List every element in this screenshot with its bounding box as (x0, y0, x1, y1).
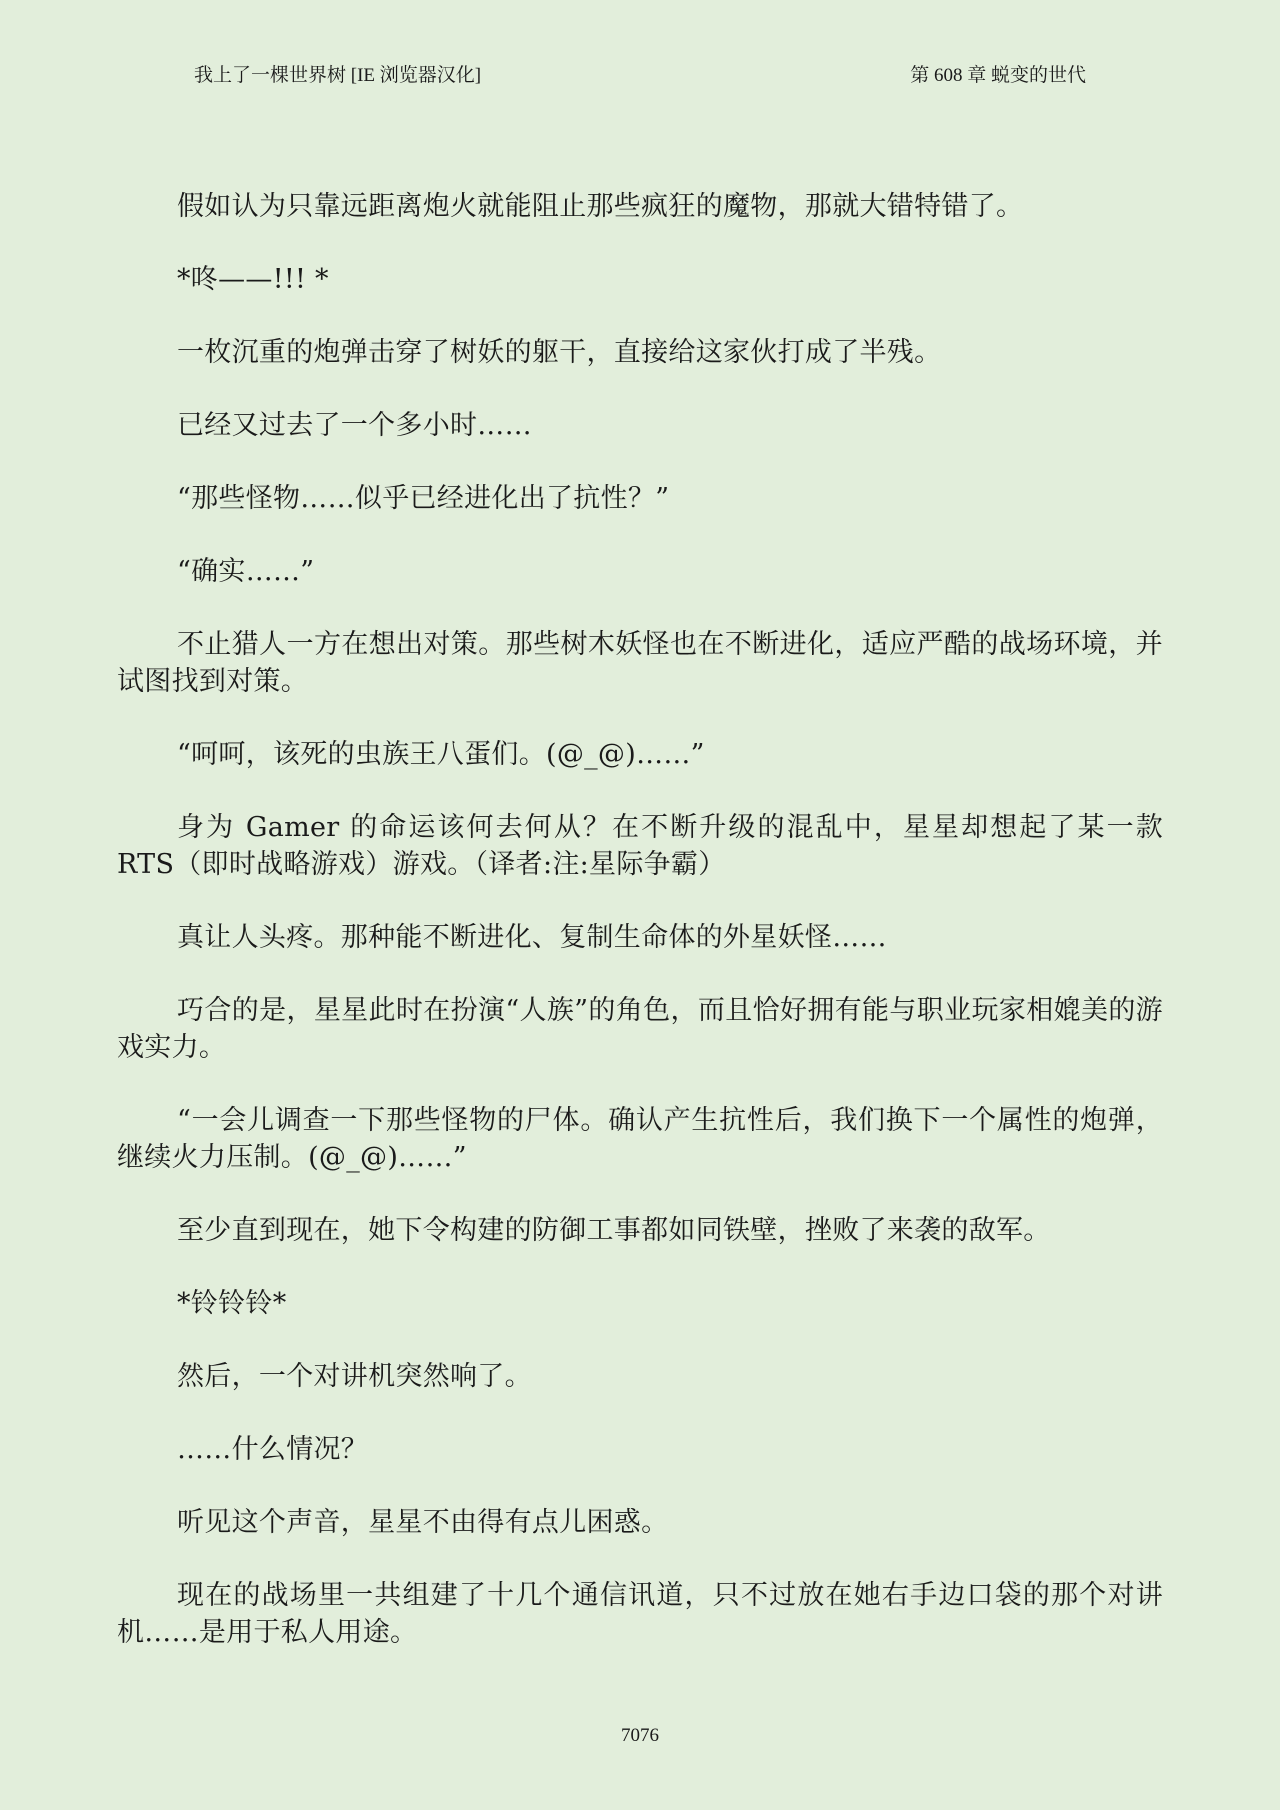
paragraph: 巧合的是，星星此时在扮演“人族”的角色，而且恰好拥有能与职业玩家相媲美的游戏实力。 (117, 995, 1163, 1063)
paragraph: 一枚沉重的炮弹击穿了树妖的躯干，直接给这家伙打成了半残。 (177, 337, 942, 368)
paragraph: 已经又过去了一个多小时…… (177, 410, 532, 441)
paragraph: “呵呵，该死的虫族王八蛋们。(@_@)……” (177, 739, 705, 770)
paragraph: 身为 Gamer 的命运该何去何从？在不断升级的混乱中，星星却想起了某一款 RTS（即时战略游戏）游戏。（译者:注:星际争霸） (117, 812, 1163, 880)
paragraph: “一会儿调查一下那些怪物的尸体。确认产生抗性后，我们换下一个属性的炮弹，继续火力压制。(@_@)……” (117, 1105, 1163, 1173)
paragraph: *铃铃铃* (177, 1288, 287, 1319)
paragraph: 然后，一个对讲机突然响了。 (177, 1361, 532, 1392)
paragraph: 听见这个声音，星星不由得有点儿困惑。 (177, 1507, 669, 1538)
paragraph: “那些怪物……似乎已经进化出了抗性？” (177, 483, 670, 514)
paragraph: “确实……” (177, 556, 315, 587)
book-title: 我上了一棵世界树 [IE 浏览器汉化] (194, 65, 482, 86)
paragraph: 至少直到现在，她下令构建的防御工事都如同铁壁，挫败了来袭的敌军。 (177, 1215, 1051, 1246)
paragraph: 现在的战场里一共组建了十几个通信讯道，只不过放在她右手边口袋的那个对讲机……是用于私人用途。 (117, 1580, 1163, 1648)
page-header (0, 60, 1280, 90)
page-number: 7076 (621, 1725, 659, 1746)
chapter-title: 第 608 章 蜕变的世代 (910, 65, 1086, 86)
paragraph: 不止猎人一方在想出对策。那些树木妖怪也在不断进化，适应严酷的战场环境，并试图找到对策。 (117, 629, 1163, 697)
paragraph: 假如认为只靠远距离炮火就能阻止那些疯狂的魔物，那就大错特错了。 (177, 191, 1024, 222)
chapter-body (117, 188, 1163, 1687)
paragraph: *咚——!!! * (177, 264, 329, 295)
paragraph: ……什么情况？ (177, 1434, 369, 1465)
paragraph: 真让人头疼。那种能不断进化、复制生命体的外星妖怪…… (177, 922, 887, 953)
